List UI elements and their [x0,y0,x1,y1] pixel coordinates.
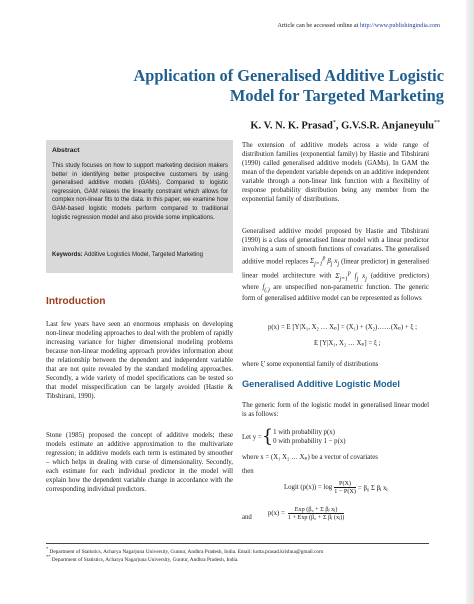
intro-paragraph-2: Stone (1985) proposed the concept of additive models; these models estimate an additive approximation to the multivariate regression; in additive models each term is estimated by smoother – which helps in dealing with curse of dimensionality. Secondly, each estimate for each individual predictor in the model will explain how the dependent variable change in accordance with the corresponding individual predictors. [46,432,233,493]
gam-heading: Generalised Additive Logistic Model [242,379,400,389]
p2-part-c: (additive predictors) where [242,272,429,292]
logit-rhs: = β₀ Σ βⱼ xⱼ [357,484,388,492]
footnote-2-text: Department of Statistics, Acharya Nagarjuna University, Guntur, Andhra Pradesh, India. [51,556,239,563]
title-line-2: Model for Targeted Marketing [229,86,444,105]
p2-part-d: are unspecified non-parametric function. The generic form of generalised additive model can be represented as follows [242,284,429,303]
footnote-rule [46,543,429,544]
then-label: then [242,468,254,475]
logit-equation [284,480,388,495]
p2-part-b: (linear predictor) in generalised linear model architecture with [242,258,429,280]
f-symbol: $f_{(.)}$ [262,284,270,294]
paper-title [0,66,444,106]
intro-heading: Introduction [46,296,106,307]
footnote-1-text: Department of Statistics, Acharya Nagarjuna University, Guntur, Andhra Pradesh, India. Email: kotta.prasad.krishna@gmail.com [49,548,324,555]
abstract-heading: Abstract [52,147,80,154]
let-y-definition [242,428,346,446]
where-covariates: where x = (X₁ X₂ … Xₚ) be a vector of covariates [242,454,378,461]
logit-lhs: Logit (p(x)) = log [284,484,333,491]
title-line-1: Application of Generalised Additive Logistic [133,66,444,85]
abstract-box [46,140,233,273]
where-exponential: where ξ' some exponential family of distributions [242,361,379,368]
case-brace: { [261,426,274,447]
additive-sum-symbol: $\Sigma_{j=1}^p$ $f_j$ $x_j$ [335,270,367,283]
author-1-mark: * [332,120,336,126]
logit-fraction [334,480,356,495]
cases [273,428,345,446]
right-paragraph-1: The extension of additive models across a wide range of distribution families (exponential family) by Hastie and Tibshirani (1990) called generalised additive models (GAMs). In GAM the mean of the dependent variable depends on an additive independent variable through a non-linear link function with a flexibility of response probability distribution being any member from the exponential family of distributions. [242,142,429,203]
p2-part-a: Generalised additive model proposed by Hastie and Tibshirani (1990) is a class of generalised linear model with a linear predictor involving a sum of smooth functions of covariates. The generalised additive model replaces [242,228,429,266]
equation-1: p(x) = E [Y|X₁, X₂ … Xₚ] = (X₁) + (X₂)……(Xₚ) + ξ ; [268,324,418,331]
px-denominator: 1 + Exp (β₀ + Σ βⱼ (xⱼ)) [287,514,345,521]
author-2: G.V.S.R. Anjaneyulu [341,120,434,132]
case-2: 0 with probability 1 − p(x) [273,438,346,445]
keywords-text: Additive Logistics Model, Targeted Marketing [82,252,203,258]
and-label: and [242,514,252,521]
author-1: K. V. N. K. Prasad [250,120,333,132]
intro-paragraph-1: Last few years have seen an enormous emphasis on developing non-linear modeling approaches to deal with the problem of rapidly increasing variance for higher dimensional modeling problems because non-linear modeling approach provides information about the relationship between the dependent and independent variable that are not quite revealed by the standard modeling approaches. Secondly, a wide variety of model specifications can be tested so that model misspecification can be largely avoided (Hastie & Tibshirani, 1990). [46,321,233,400]
px-numerator: Exp (β₀ + Σ βⱼ xⱼ) [288,506,344,514]
footnote-1-mark: * [46,546,49,551]
authors [250,120,440,132]
case-1: 1 with probability p(x) [273,429,335,436]
access-url[interactable]: http://www.publishingindia.com [359,22,440,29]
let-y: Let y = [242,433,262,441]
linear-sum-symbol: $\Sigma_{j=1}^p$ $\beta_j$ $x_j$ [310,255,340,268]
equation-2: E [Y|X₁, X₂ … Xₚ] = ξ ; [314,340,381,347]
page-edge [466,0,474,604]
author-sep: , [335,120,342,132]
footnote-2 [46,553,429,564]
logit-numerator: P(X) [334,480,356,488]
keywords [52,251,228,260]
px-equation [268,506,344,521]
author-2-mark: ** [434,120,440,126]
access-line [277,22,440,29]
keywords-label: Keywords: [52,252,83,258]
px-fraction [288,506,344,521]
px-lhs: p(x) = [268,510,285,517]
footnote-2-mark: ** [46,554,51,559]
right-paragraph-2 [242,228,429,304]
access-text: Article can be accessed online at [277,22,360,29]
logit-denominator: 1 − P(X) [334,488,356,495]
right-paragraph-3: The generic form of the logistic model in generalised linear model is as follows: [242,402,429,418]
abstract-body: This study focuses on how to support marketing decision makers better in identifying better prospective customers by using generalised additive models (GAMs). Compared to logistic regression, GAM relaxes the linearity constraint which allows for complex non-linear fits to the data. In this paper, we examine how GAM-based logistic models perform compared to traditional logistic regression model and also provide some implications. [52,163,228,221]
